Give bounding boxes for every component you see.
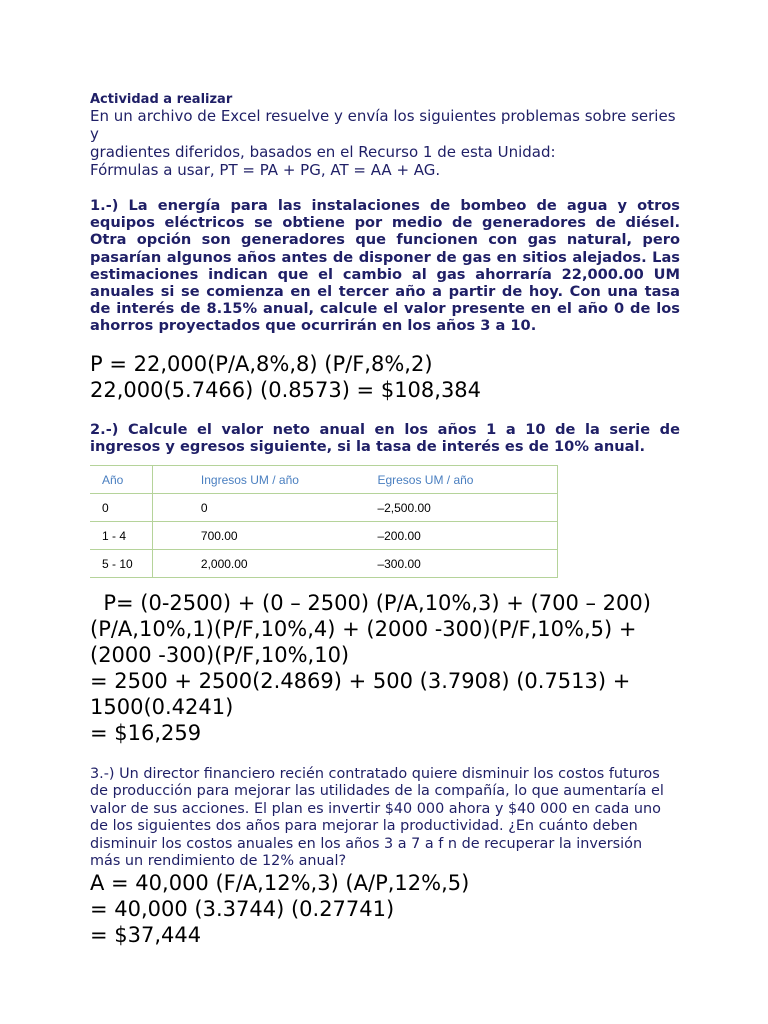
formula-line: 22,000(5.7466) (0.8573) = $108,384 xyxy=(90,377,482,402)
table-row xyxy=(90,550,558,578)
problem-1-statement: 1.-) La energía para las instalaciones de bombeo de agua y otros equipos eléctricos se obtiene por medio de generadores de diésel. Otra opción son generadores que funcionen con gas natural, pero pasarían algunos años antes de disponer de gas en sitios alejados. Las estimaciones indican que el cambio al gas ahorraría 22,000.00 UM anuales si se comienza en el tercer año a partir de hoy. Con una tasa de interés de 8.15% anual, calcule el valor presente en el año 0 de los ahorros proyectados que ocurrirán en los años 3 a 10. xyxy=(90,197,680,335)
formula-line: = 2500 + 2500(2.4869) + 500 (3.7908) (0.7513) + xyxy=(90,669,631,694)
formula-line: P = 22,000(P/A,8%,8) (P/F,8%,2) xyxy=(90,351,433,376)
formula-line: (P/A,10%,1)(P/F,10%,4) + (2000 -300)(P/F,10%,5) + xyxy=(90,617,637,642)
table-header-cell: Ingresos UM / año xyxy=(152,466,377,494)
statement-line: de producción para mejorar las utilidades de la compañía, lo que aumentaría el xyxy=(90,783,664,800)
problem-3-statement xyxy=(90,766,680,870)
table-header-row xyxy=(90,466,558,494)
table-header-cell: Año xyxy=(90,466,152,494)
formula-line: A = 40,000 (F/A,12%,3) (A/P,12%,5) xyxy=(90,871,470,896)
table-cell: 0 xyxy=(152,494,377,522)
problem-2-solution xyxy=(90,590,680,746)
statement-line: más un rendimiento de 12% anual? xyxy=(90,853,347,870)
table-cell: 5 - 10 xyxy=(90,550,152,578)
activity-title: Actividad a realizar xyxy=(90,92,233,107)
statement-line: 3.-) Un director financiero recién contratado quiere disminuir los costos futuros xyxy=(90,766,660,783)
formula-line: = 40,000 (3.3744) (0.27741) xyxy=(90,897,395,922)
table-cell: –200.00 xyxy=(377,522,557,550)
table-row xyxy=(90,522,558,550)
formula-line: = $37,444 xyxy=(90,923,202,948)
problem-1-solution xyxy=(90,351,680,403)
intro-line: En un archivo de Excel resuelve y envía los siguientes problemas sobre series y xyxy=(90,107,676,143)
intro-line: Fórmulas a usar, PT = PA + PG, AT = AA + AG. xyxy=(90,161,441,179)
document-page xyxy=(90,92,680,948)
table-row xyxy=(90,494,558,522)
statement-line: disminuir los costos anuales en los años 3 a 7 a f n de recuperar la inversión xyxy=(90,835,643,852)
table-cell: 700.00 xyxy=(152,522,377,550)
table-cell: 2,000.00 xyxy=(152,550,377,578)
table-cell: –300.00 xyxy=(377,550,557,578)
activity-intro xyxy=(90,107,680,179)
cashflow-table xyxy=(90,465,558,578)
intro-line: gradientes diferidos, basados en el Recurso 1 de esta Unidad: xyxy=(90,143,556,161)
formula-line: (2000 -300)(P/F,10%,10) xyxy=(90,643,350,668)
formula-line: P= (0-2500) + (0 – 2500) (P/A,10%,3) + (700 – 200) xyxy=(90,591,651,616)
table-header-cell: Egresos UM / año xyxy=(377,466,557,494)
formula-line: 1500(0.4241) xyxy=(90,695,234,720)
table-cell: 0 xyxy=(90,494,152,522)
table-cell: 1 - 4 xyxy=(90,522,152,550)
statement-line: valor de sus acciones. El plan es invertir $40 000 ahora y $40 000 en cada uno xyxy=(90,800,661,817)
statement-line: de los siguientes dos años para mejorar la productividad. ¿En cuánto deben xyxy=(90,818,638,835)
problem-3-solution xyxy=(90,870,680,948)
problem-2-statement: 2.-) Calcule el valor neto anual en los años 1 a 10 de la serie de ingresos y egresos siguiente, si la tasa de interés es de 10% anual. xyxy=(90,420,680,455)
table-cell: –2,500.00 xyxy=(377,494,557,522)
formula-line: = $16,259 xyxy=(90,721,202,746)
